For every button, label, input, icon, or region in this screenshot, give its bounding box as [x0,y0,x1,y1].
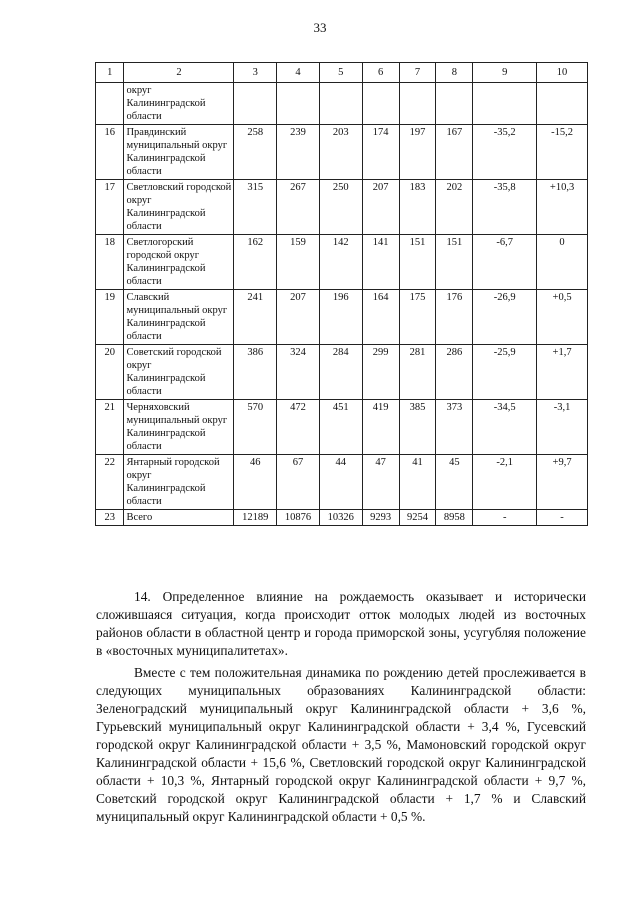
row-number-cell [96,83,124,125]
value-cell: -2,1 [473,455,537,510]
value-cell: 183 [399,180,436,235]
value-cell: +1,7 [537,345,588,400]
table-row [96,125,588,180]
table-row [96,83,588,125]
municipality-name-cell: округ Калининградской области [124,83,234,125]
value-cell: 419 [362,400,399,455]
value-cell: 159 [277,235,320,290]
value-cell: 250 [319,180,362,235]
births-table [95,62,588,526]
municipality-name-cell: Светловский городской округ Калининградской области [124,180,234,235]
header-cell: 7 [399,63,436,83]
value-cell: 386 [234,345,277,400]
value-cell: 207 [362,180,399,235]
row-number-cell: 19 [96,290,124,345]
value-cell: 315 [234,180,277,235]
municipality-name-cell: Янтарный городской округ Калининградской области [124,455,234,510]
row-number-cell: 18 [96,235,124,290]
value-cell [399,83,436,125]
table-row [96,345,588,400]
header-cell: 2 [124,63,234,83]
value-cell: 10876 [277,510,320,526]
municipality-name-cell: Светлогорский городской округ Калининградской области [124,235,234,290]
header-cell: 9 [473,63,537,83]
value-cell: 202 [436,180,473,235]
value-cell [234,83,277,125]
value-cell: -34,5 [473,400,537,455]
table-header-row [96,63,588,83]
value-cell: -35,2 [473,125,537,180]
value-cell: - [473,510,537,526]
value-cell: 451 [319,400,362,455]
value-cell: 141 [362,235,399,290]
value-cell [537,83,588,125]
municipality-name-cell: Славский муниципальный округ Калининградской области [124,290,234,345]
table-row [96,400,588,455]
value-cell: -35,8 [473,180,537,235]
table-row [96,290,588,345]
municipality-name-cell: Всего [124,510,234,526]
header-cell: 4 [277,63,320,83]
value-cell: 281 [399,345,436,400]
value-cell: 299 [362,345,399,400]
value-cell: -15,2 [537,125,588,180]
value-cell: -26,9 [473,290,537,345]
row-number-cell: 22 [96,455,124,510]
value-cell: 570 [234,400,277,455]
header-cell: 6 [362,63,399,83]
table-row [96,510,588,526]
value-cell: 9254 [399,510,436,526]
municipality-name-cell: Советский городской округ Калининградской области [124,345,234,400]
value-cell: +0,5 [537,290,588,345]
value-cell: 8958 [436,510,473,526]
value-cell: 373 [436,400,473,455]
value-cell [319,83,362,125]
header-cell: 1 [96,63,124,83]
value-cell: 239 [277,125,320,180]
row-number-cell: 16 [96,125,124,180]
header-cell: 5 [319,63,362,83]
value-cell: 164 [362,290,399,345]
header-cell: 10 [537,63,588,83]
value-cell: 0 [537,235,588,290]
table-body [96,63,588,526]
table-row [96,455,588,510]
table-row [96,235,588,290]
page-number: 33 [313,20,327,35]
value-cell: 385 [399,400,436,455]
value-cell: - [537,510,588,526]
header-cell: 3 [234,63,277,83]
value-cell: 151 [399,235,436,290]
value-cell: 12189 [234,510,277,526]
value-cell: 197 [399,125,436,180]
municipality-name-cell: Правдинский муниципальный округ Калининградской области [124,125,234,180]
value-cell: 258 [234,125,277,180]
value-cell: 284 [319,345,362,400]
value-cell: 67 [277,455,320,510]
value-cell: 45 [436,455,473,510]
value-cell [277,83,320,125]
value-cell: 167 [436,125,473,180]
row-number-cell: 20 [96,345,124,400]
value-cell: 241 [234,290,277,345]
value-cell: 10326 [319,510,362,526]
value-cell: 207 [277,290,320,345]
value-cell: -6,7 [473,235,537,290]
value-cell: 174 [362,125,399,180]
table-row [96,180,588,235]
row-number-cell: 23 [96,510,124,526]
value-cell: 142 [319,235,362,290]
value-cell: +10,3 [537,180,588,235]
value-cell: 44 [319,455,362,510]
value-cell: 286 [436,345,473,400]
value-cell: 196 [319,290,362,345]
body-text [96,588,586,826]
value-cell: 175 [399,290,436,345]
paragraph-positive-dynamics: Вместе с тем положительная динамика по рождению детей прослеживается в следующих муниципальных образованиях Калининградской области: Зеленоградский муниципальный округ Калининградской области + 3,6 %, Гурьевский муниципальный округ Калининградской области + 3,4 %, Гусевский городской округ Калининградской области + 3,5 %, Мамоновский городской округ Калининградской области + 15,6 %, Светловский городской округ Калининградской области + 10,3 %, Янтарный городской округ Калининградской области + 9,7 %, Советский городской округ Калининградской области + 1,7 % и Славский муниципальный округ Калининградской области + 0,5 %. [96,665,586,824]
value-cell: 472 [277,400,320,455]
value-cell: 267 [277,180,320,235]
value-cell [436,83,473,125]
value-cell: 46 [234,455,277,510]
value-cell: -3,1 [537,400,588,455]
value-cell: 47 [362,455,399,510]
row-number-cell: 17 [96,180,124,235]
value-cell [473,83,537,125]
value-cell: 151 [436,235,473,290]
value-cell [362,83,399,125]
value-cell: +9,7 [537,455,588,510]
value-cell: 176 [436,290,473,345]
value-cell: 324 [277,345,320,400]
value-cell: 9293 [362,510,399,526]
value-cell: -25,9 [473,345,537,400]
header-cell: 8 [436,63,473,83]
value-cell: 203 [319,125,362,180]
value-cell: 41 [399,455,436,510]
municipality-name-cell: Черняховский муниципальный округ Калининградской области [124,400,234,455]
paragraph-14: 14. Определенное влияние на рождаемость оказывает и исторически сложившаяся ситуация, когда происходит отток молодых людей из восточных районов области в областной центр и города приморской зоны, усугубляя положение в «восточных муниципалитетах». [96,589,586,658]
value-cell: 162 [234,235,277,290]
row-number-cell: 21 [96,400,124,455]
